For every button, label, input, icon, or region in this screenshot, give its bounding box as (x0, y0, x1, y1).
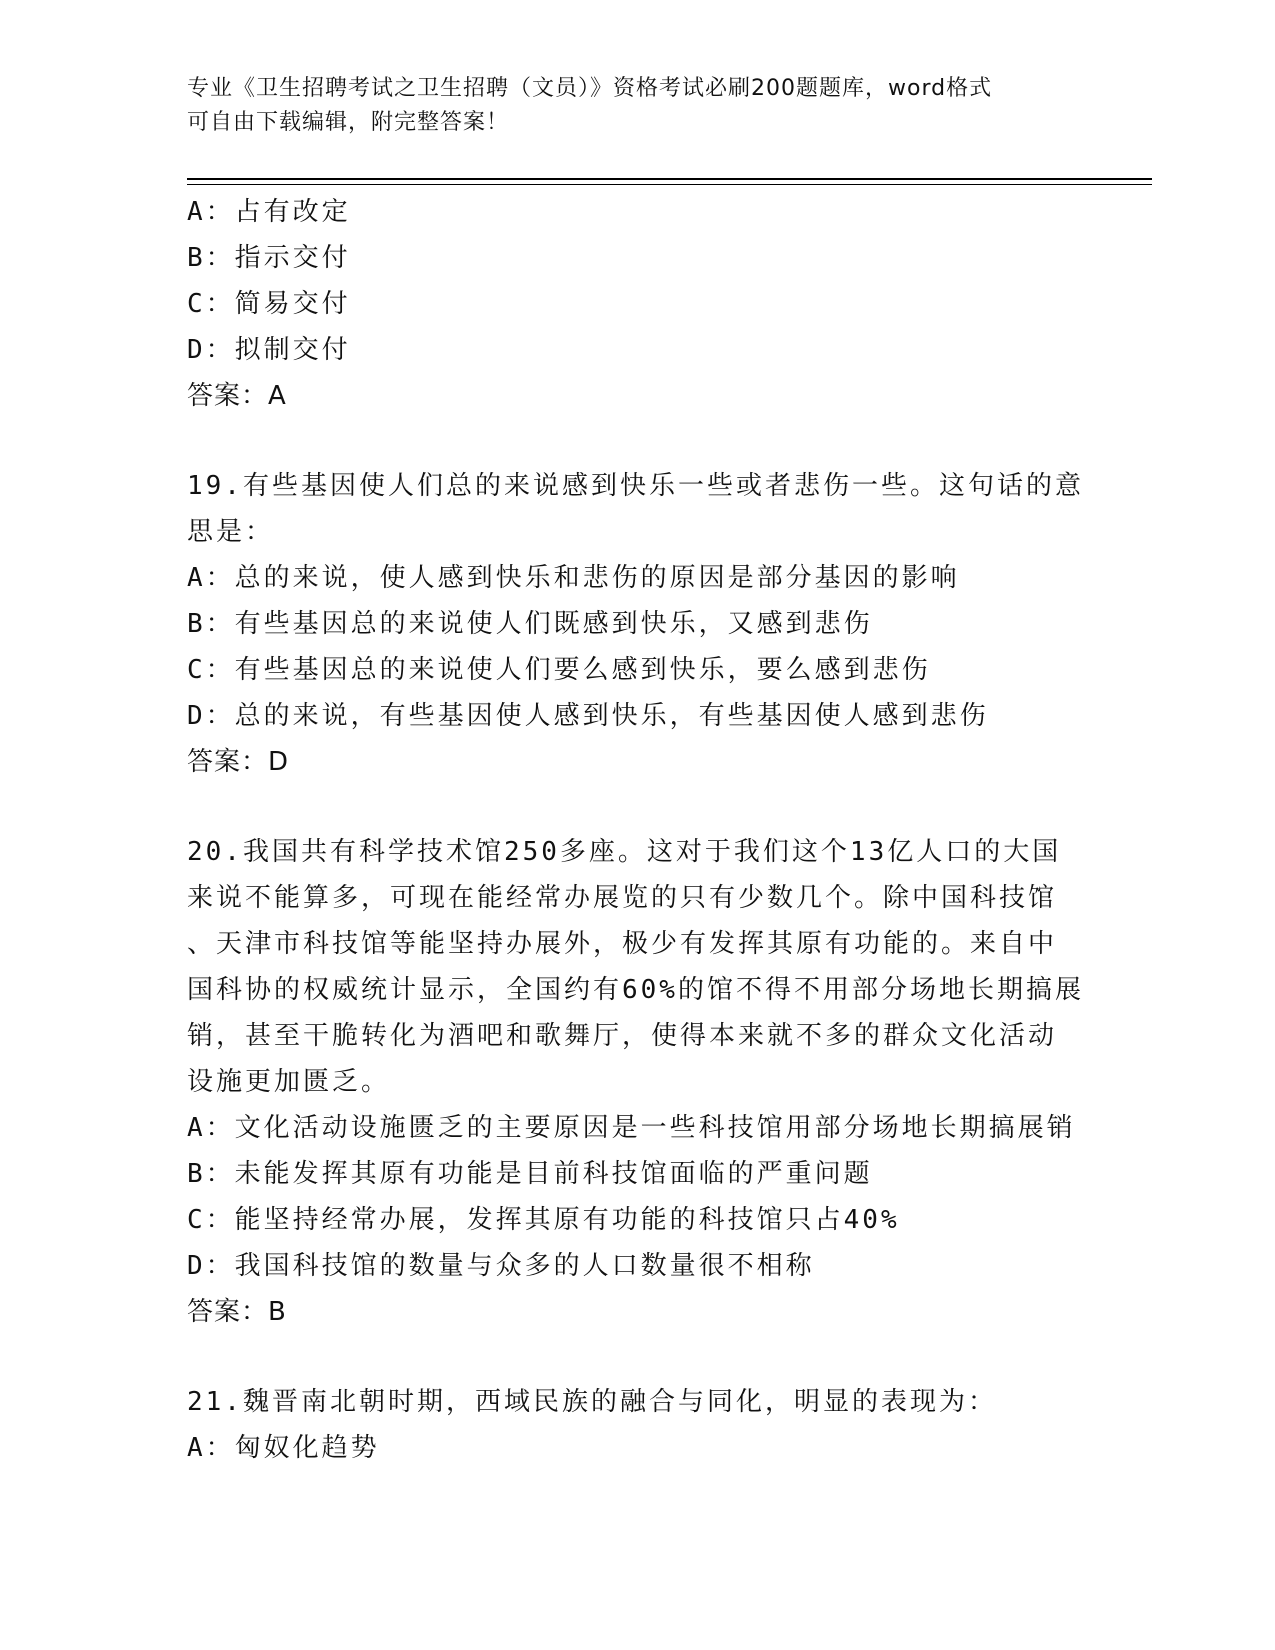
option-d: D：总的来说，有些基因使人感到快乐，有些基因使人感到悲伤 (187, 701, 989, 731)
option-a: A：占有改定 (187, 197, 351, 227)
header-line-2: 可自由下载编辑，附完整答案！ (187, 110, 510, 135)
question-stem-line: 设施更加匮乏。 (187, 1067, 391, 1097)
option-d: D：拟制交付 (187, 335, 351, 365)
question-19 (187, 463, 1087, 785)
question-stem-line: 来说不能算多，可现在能经常办展览的只有少数几个。除中国科技馆 (187, 883, 1058, 913)
document-body (187, 189, 1087, 1471)
option-d: D：我国科技馆的数量与众多的人口数量很不相称 (187, 1251, 815, 1281)
answer: 答案：D (187, 747, 290, 777)
question-stem-line: 国科协的权威统计显示，全国约有60%的馆不得不用部分场地长期搞展 (187, 975, 1084, 1005)
option-c: C：简易交付 (187, 289, 351, 319)
document-header (187, 72, 1087, 140)
question-stem-line: 19.有些基因使人们总的来说感到快乐一些或者悲伤一些。这句话的意 (187, 471, 1084, 501)
option-a: A：匈奴化趋势 (187, 1433, 380, 1463)
option-c: C：能坚持经常办展，发挥其原有功能的科技馆只占40% (187, 1205, 900, 1235)
option-a: A：总的来说，使人感到快乐和悲伤的原因是部分基因的影响 (187, 563, 960, 593)
question-stem-line: 销，甚至干脆转化为酒吧和歌舞厅，使得本来就不多的群众文化活动 (187, 1021, 1058, 1051)
question-18 (187, 189, 1087, 419)
answer: 答案：B (187, 1297, 287, 1327)
question-21 (187, 1379, 1087, 1471)
question-stem-line: 20.我国共有科学技术馆250多座。这对于我们这个13亿人口的大国 (187, 837, 1062, 867)
header-rule-thick (187, 178, 1152, 180)
question-stem-line: 思是： (187, 517, 275, 547)
answer: 答案：A (187, 381, 287, 411)
option-c: C：有些基因总的来说使人们要么感到快乐，要么感到悲伤 (187, 655, 931, 685)
question-stem-line: 21.魏晋南北朝时期，西域民族的融合与同化，明显的表现为： (187, 1387, 997, 1417)
option-b: B：有些基因总的来说使人们既感到快乐，又感到悲伤 (187, 609, 873, 639)
option-a: A：文化活动设施匮乏的主要原因是一些科技馆用部分场地长期搞展销 (187, 1113, 1076, 1143)
option-b: B：未能发挥其原有功能是目前科技馆面临的严重问题 (187, 1159, 873, 1189)
option-b: B：指示交付 (187, 243, 351, 273)
header-rule-thin (187, 184, 1152, 185)
header-line-1: 专业《卫生招聘考试之卫生招聘（文员）》资格考试必刷200题题库，word格式 (187, 76, 993, 101)
question-stem-line: 、天津市科技馆等能坚持办展外，极少有发挥其原有功能的。来自中 (187, 929, 1058, 959)
question-20 (187, 829, 1087, 1335)
